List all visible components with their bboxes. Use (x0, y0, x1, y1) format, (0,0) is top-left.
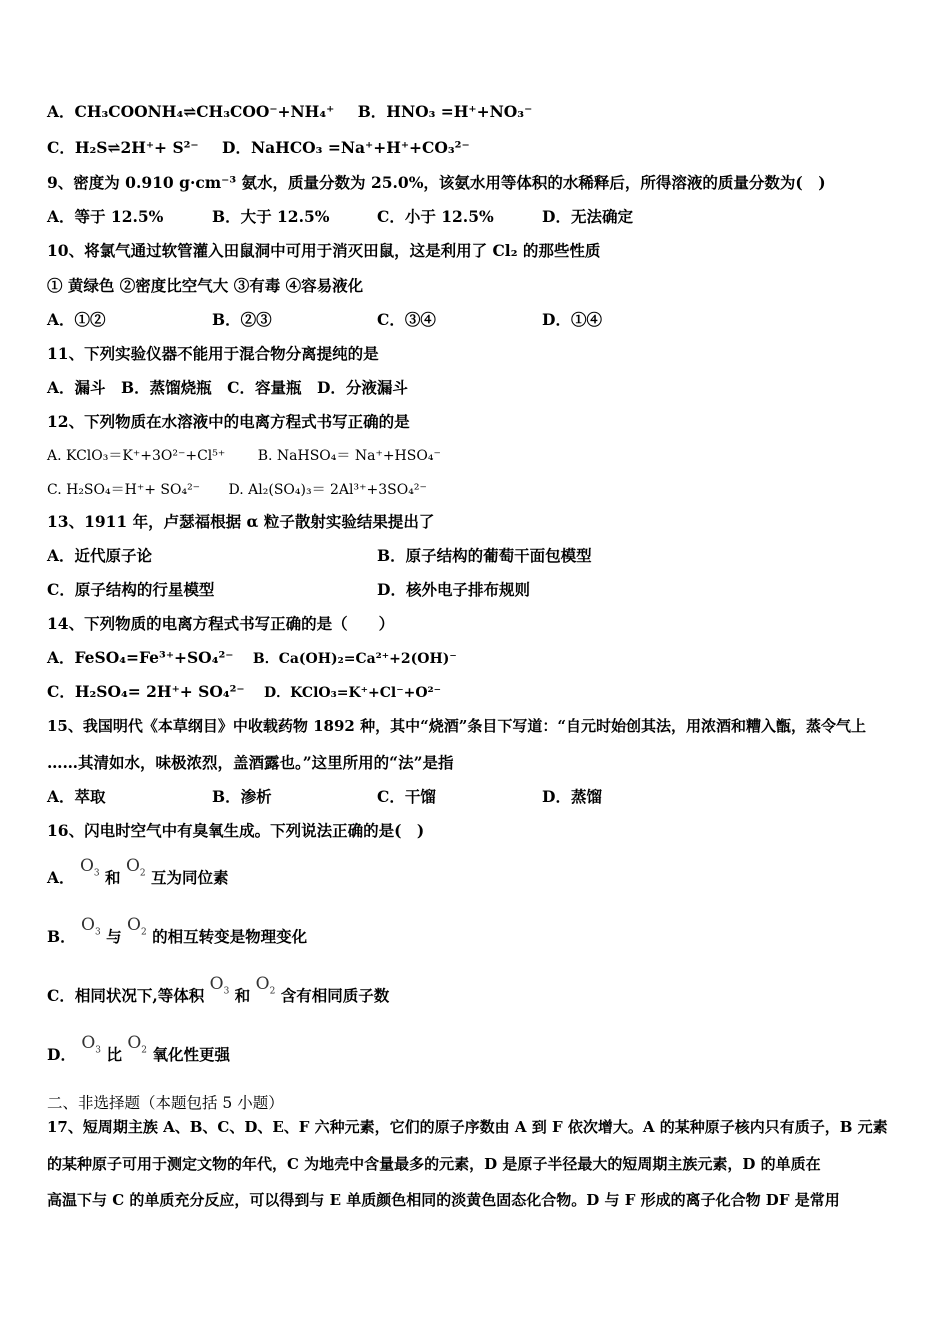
oxygen-subscript: 2 (139, 868, 146, 879)
q13-options-row2 (47, 580, 907, 600)
q8-options-row2 (47, 138, 470, 158)
q14-stem: 14、下列物质的电离方程式书写正确的是（ ） (47, 614, 395, 633)
q14-option-c: C．H₂SO₄= 2H⁺+ SO₄²⁻ (47, 682, 245, 701)
q8-option-b: B．HNO₃ =H⁺+NO₃⁻ (357, 102, 533, 121)
q15-stem-line1: 15、我国明代《本草纲目》中收载药物 1892 种，其中“烧酒”条目下写道：“自元时始创其法，用浓酒和糟入甑，蒸令气上 (47, 717, 866, 735)
q16-option-b-label: B． (47, 927, 76, 946)
q12-options-row1 (47, 446, 441, 466)
ozone-symbol: O (79, 856, 94, 876)
oxygen-formula (255, 974, 276, 997)
oxygen-subscript: 2 (140, 927, 147, 938)
q10-option-c: C．③④ (377, 310, 436, 329)
q13-options-row1 (47, 546, 907, 566)
q10-option-a: A．①② (47, 310, 106, 329)
q15-option-d: D．蒸馏 (542, 787, 602, 806)
q9-option-b: B．大于 12.5% (212, 207, 330, 226)
q16-option-c-connector: 和 (234, 986, 251, 1005)
q14-options-row1 (47, 648, 457, 669)
q12-stem: 12、下列物质在水溶液中的电离方程式书写正确的是 (47, 412, 410, 431)
q17-line3: 高温下与 C 的单质充分反应，可以得到与 E 单质颜色相同的淡黄色固态化合物。D 与 F 形成的离子化合物 DF 是常用 (47, 1191, 840, 1209)
q13-option-b: B．原子结构的葡萄干面包模型 (377, 546, 592, 565)
ozone-formula (209, 974, 230, 997)
oxygen-subscript: 2 (141, 1045, 148, 1056)
q12-options-row2 (47, 480, 427, 500)
oxygen-symbol: O (255, 974, 270, 994)
q16-option-a-connector: 和 (105, 868, 121, 887)
q16-option-d-label: D． (47, 1045, 76, 1064)
oxygen-symbol: O (125, 856, 140, 876)
q16-option-a-label: A． (47, 868, 75, 887)
q17-line1: 17、短周期主族 A、B、C、D、E、F 六种元素，它们的原子序数由 A 到 F 依次增大。A 的某种原子核内只有质子，B 元素 (47, 1118, 888, 1136)
q16-option-a (47, 856, 229, 895)
q10-stem: 10、将氯气通过软管灌入田鼠洞中可用于消灭田鼠，这是利用了 Cl₂ 的那些性质 (47, 241, 601, 260)
oxygen-formula (125, 856, 146, 879)
q10-options (47, 310, 907, 330)
q16-option-b (47, 915, 308, 954)
q16-option-b-connector: 与 (106, 927, 122, 946)
ozone-symbol: O (209, 974, 224, 994)
q16-option-a-text: 互为同位素 (151, 868, 229, 887)
q8-option-a: A．CH₃COONH₄⇌CH₃COO⁻+NH₄⁺ (47, 102, 335, 121)
q13-option-d: D．核外电子排布规则 (377, 580, 530, 599)
q9-stem: 9、密度为 0.910 g·cm⁻³ 氨水，质量分数为 25.0%，该氨水用等体积的水稀释后，所得溶液的质量分数为( ) (47, 173, 826, 192)
q10-properties: ① 黄绿色 ②密度比空气大 ③有毒 ④容易液化 (47, 276, 364, 295)
ozone-subscript: 3 (95, 1045, 102, 1056)
q10-option-d: D．①④ (542, 310, 602, 329)
q16-stem: 16、闪电时空气中有臭氧生成。下列说法正确的是( ) (47, 821, 425, 840)
q12-option-b: B. NaHSO₄＝ Na⁺+HSO₄⁻ (257, 448, 441, 464)
q11-stem: 11、下列实验仪器不能用于混合物分离提纯的是 (47, 344, 379, 363)
q15-option-a: A．萃取 (47, 787, 106, 806)
q12-option-a: A. KClO₃＝K⁺+3O²⁻+Cl⁵⁺ (47, 448, 226, 464)
q16-option-d-text: 氧化性更强 (152, 1045, 230, 1064)
q8-options-row1 (47, 102, 532, 122)
q8-option-d: D．NaHCO₃ =Na⁺+H⁺+CO₃²⁻ (222, 138, 470, 157)
q16-option-c-label: C．相同状况下,等体积 (47, 986, 205, 1005)
q8-option-c: C．H₂S⇌2H⁺+ S²⁻ (47, 138, 199, 157)
q14-options-row2 (47, 682, 441, 703)
q16-option-c-text: 含有相同质子数 (280, 986, 390, 1005)
q10-option-b: B．②③ (212, 310, 272, 329)
ozone-subscript: 3 (94, 927, 101, 938)
ozone-subscript: 3 (223, 986, 230, 997)
q9-options (47, 207, 907, 227)
q17-line2: 的某种原子可用于测定文物的年代，C 为地壳中含量最多的元素，D 是原子半径最大的短周期主族元素，D 的单质在 (47, 1155, 821, 1173)
oxygen-symbol: O (127, 915, 141, 935)
q16-option-d-connector: 比 (106, 1045, 122, 1064)
ozone-formula (79, 856, 100, 879)
ozone-symbol: O (81, 915, 95, 935)
ozone-subscript: 3 (93, 868, 100, 879)
q16-option-d (47, 1033, 230, 1072)
section-heading: 二、非选择题（本题包括 5 小题） (47, 1094, 284, 1112)
q13-stem: 13、1911 年，卢瑟福根据 α 粒子散射实验结果提出了 (47, 512, 435, 531)
q13-option-c: C．原子结构的行星模型 (47, 580, 215, 599)
ozone-formula (81, 915, 101, 938)
q14-option-a: A．FeSO₄=Fe³⁺+SO₄²⁻ (47, 648, 234, 667)
oxygen-symbol: O (127, 1033, 142, 1053)
q15-option-b: B．渗析 (212, 787, 272, 806)
q15-options (47, 787, 907, 807)
oxygen-subscript: 2 (269, 986, 276, 997)
ozone-symbol: O (81, 1033, 96, 1053)
ozone-formula (81, 1033, 102, 1056)
q9-option-a: A．等于 12.5% (47, 207, 164, 226)
q15-option-c: C．干馏 (377, 787, 436, 806)
q16-option-b-text: 的相互转变是物理变化 (152, 927, 308, 946)
q15-stem-line2: ……其清如水，味极浓烈，盖酒露也。”这里所用的“法”是指 (47, 753, 454, 772)
q16-option-c (47, 974, 390, 1013)
q9-option-c: C．小于 12.5% (377, 207, 494, 226)
q14-option-d: D．KClO₃=K⁺+Cl⁻+O²⁻ (264, 685, 442, 701)
q9-option-d: D．无法确定 (542, 207, 633, 226)
oxygen-formula (127, 915, 147, 938)
q11-options: A．漏斗 B．蒸馏烧瓶 C．容量瓶 D．分液漏斗 (47, 378, 408, 397)
q12-option-d: D. Al₂(SO₄)₃＝ 2Al³⁺+3SO₄²⁻ (228, 482, 427, 498)
oxygen-formula (127, 1033, 148, 1056)
q12-option-c: C. H₂SO₄＝H⁺+ SO₄²⁻ (47, 482, 201, 498)
q13-option-a: A．近代原子论 (47, 546, 153, 565)
q14-option-b: B．Ca(OH)₂=Ca²⁺+2(OH)⁻ (252, 651, 457, 667)
